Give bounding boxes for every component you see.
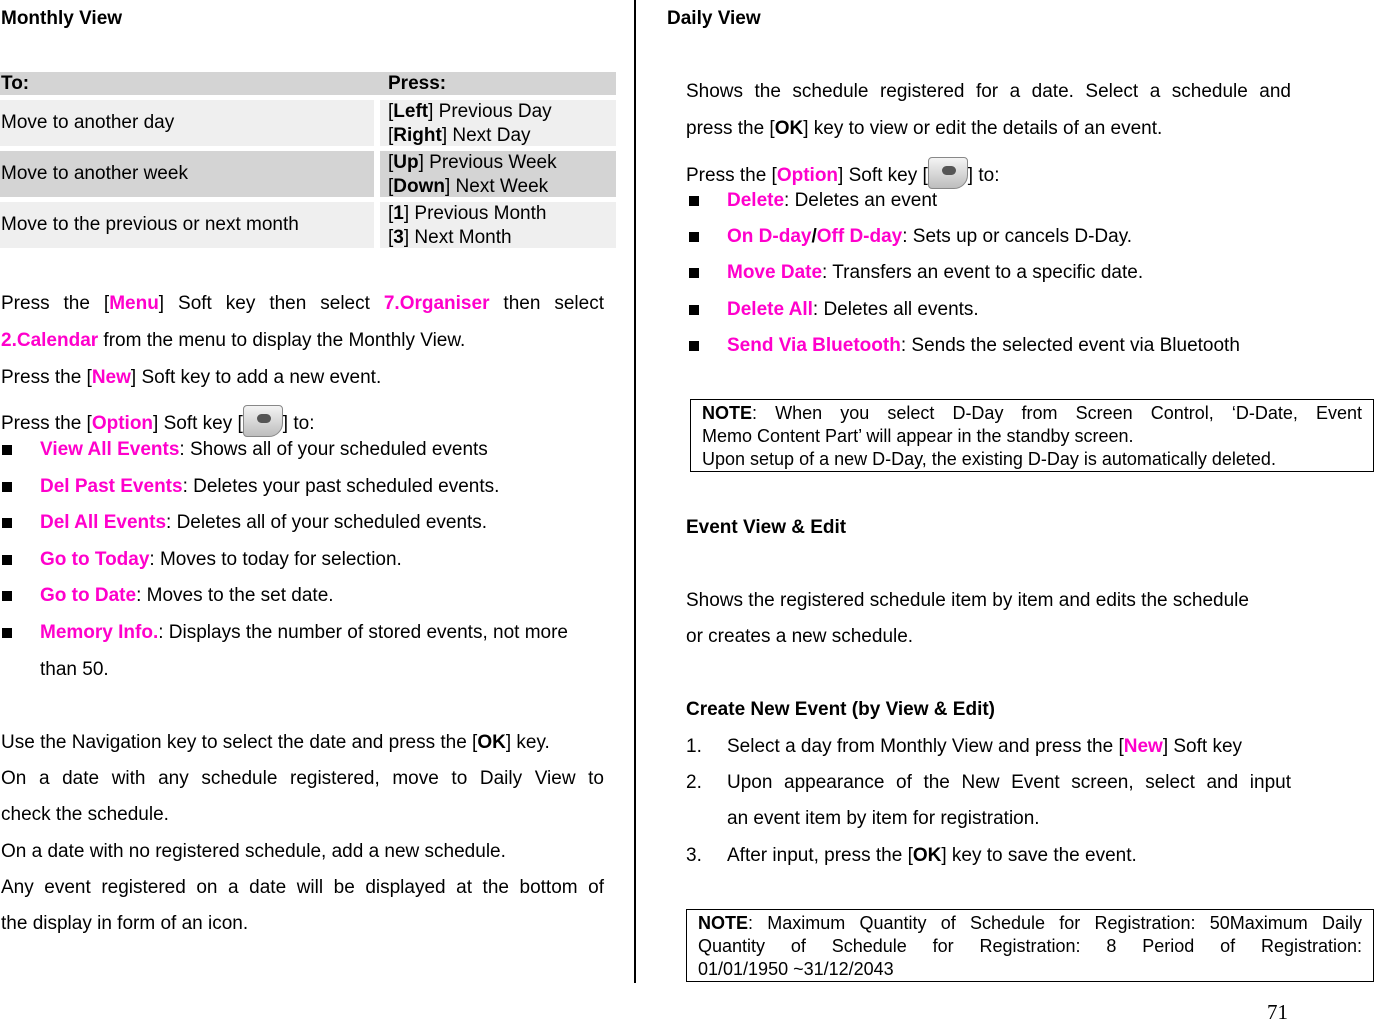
option-instruction: Press the [Option] Soft key [ ] to: — [1, 405, 314, 437]
monthly-view-heading: Monthly View — [1, 8, 123, 29]
list-item: Go to Date: Moves to the set date. — [40, 585, 334, 606]
step-text-continuation: an event item by item for registration. — [727, 808, 1040, 829]
navigation-instruction: Use the Navigation key to select the date and press the [OK] key. — [1, 732, 550, 753]
table-cell-to: Move to another day — [0, 100, 374, 146]
col-to-header: To: — [1, 72, 30, 94]
daily-intro-line2: press the [OK] key to view or edit the details of an event. — [686, 118, 1163, 139]
bullet-icon — [689, 305, 699, 315]
table-cell-to: Move to the previous or next month — [0, 202, 374, 248]
page-number: 71 — [1267, 1000, 1288, 1024]
option-instruction-right: Press the [Option] Soft key [ ] to: — [686, 157, 999, 189]
bullet-icon — [2, 518, 12, 528]
table-cell-press: [1] Previous Month [3] Next Month — [380, 202, 616, 248]
list-item: Send Via Bluetooth: Sends the selected event via Bluetooth — [727, 335, 1240, 356]
icon-hint-line1: Any event registered on a date will be displayed at the bottom of — [1, 877, 604, 898]
bullet-icon — [2, 555, 12, 565]
table-cell-press: [Left] Previous Day [Right] Next Day — [380, 100, 616, 146]
option-softkey-icon — [243, 405, 283, 437]
bullet-icon — [689, 341, 699, 351]
col-press-header: Press: — [388, 73, 447, 94]
list-item: Memory Info.: Displays the number of stored events, not more — [40, 622, 568, 643]
list-item: Delete All: Deletes all events. — [727, 299, 979, 320]
bullet-icon — [2, 445, 12, 455]
step-number: 3. — [686, 845, 702, 866]
option-softkey-icon — [928, 157, 968, 189]
event-view-intro-line1: Shows the registered schedule item by item and edits the schedule — [686, 590, 1249, 611]
icon-hint-line2: the display in form of an icon. — [1, 913, 249, 934]
bullet-icon — [2, 628, 12, 638]
menu-instruction-line1: Press the [Menu] Soft key then select 7.Organiser then select — [1, 293, 605, 314]
step-number: 1. — [686, 736, 702, 757]
list-item: Delete: Deletes an event — [727, 190, 938, 211]
list-item: Del Past Events: Deletes your past scheduled events. — [40, 476, 500, 497]
bullet-icon — [2, 482, 12, 492]
bullet-icon — [2, 591, 12, 601]
list-item-continuation: than 50. — [40, 659, 109, 680]
new-instruction: Press the [New] Soft key to add a new event. — [1, 367, 382, 388]
dday-note-box: NOTE: When you select D-Day from Screen Control, ‘D-Date, Event Memo Content Part’ will appear in the standby screen. Upon setup of a new D-Day, the existing D-Day is automatically deleted. — [690, 399, 1374, 472]
list-item: Move Date: Transfers an event to a specific date. — [727, 262, 1144, 283]
event-view-edit-heading: Event View & Edit — [686, 517, 847, 538]
col-press-header-cell — [380, 72, 616, 95]
table-cell-press: [Up] Previous Week [Down] Next Week — [380, 151, 616, 197]
daily-view-hint-line1: On a date with any schedule registered, move to Daily View to — [1, 768, 604, 789]
list-item: Go to Today: Moves to today for selection. — [40, 549, 402, 570]
bullet-icon — [689, 268, 699, 278]
daily-view-heading: Daily View — [667, 8, 761, 29]
list-item: View All Events: Shows all of your scheduled events — [40, 439, 488, 460]
list-item: Del All Events: Deletes all of your scheduled events. — [40, 512, 488, 533]
no-schedule-hint: On a date with no registered schedule, add a new schedule. — [1, 841, 506, 862]
column-divider — [634, 0, 636, 983]
table-row — [0, 151, 616, 197]
table-row — [0, 100, 616, 146]
event-view-intro-line2: or creates a new schedule. — [686, 626, 914, 647]
bullet-icon — [689, 232, 699, 242]
menu-instruction-line2: 2.Calendar from the menu to display the Monthly View. — [1, 330, 466, 351]
table-row — [0, 202, 616, 248]
step-text: Upon appearance of the New Event screen, select and input — [727, 772, 1291, 793]
table-cell-to: Move to another week — [0, 151, 374, 197]
create-event-heading: Create New Event (by View & Edit) — [686, 699, 996, 720]
list-item: On D-day/Off D-day: Sets up or cancels D-Day. — [727, 226, 1133, 247]
step-text: Select a day from Monthly View and press the [New] Soft key — [727, 736, 1243, 757]
bullet-icon — [689, 196, 699, 206]
daily-intro-line1: Shows the schedule registered for a date. Select a schedule and — [686, 81, 1291, 102]
step-text: After input, press the [OK] key to save the event. — [727, 845, 1137, 866]
daily-view-hint-line2: check the schedule. — [1, 804, 169, 825]
step-number: 2. — [686, 772, 702, 793]
registration-note-box: NOTE: Maximum Quantity of Schedule for Registration: 50Maximum Daily Quantity of Schedule for Registration: 8 Period of Registration: 01/01/1950 ~31/12/2043 — [686, 909, 1374, 982]
